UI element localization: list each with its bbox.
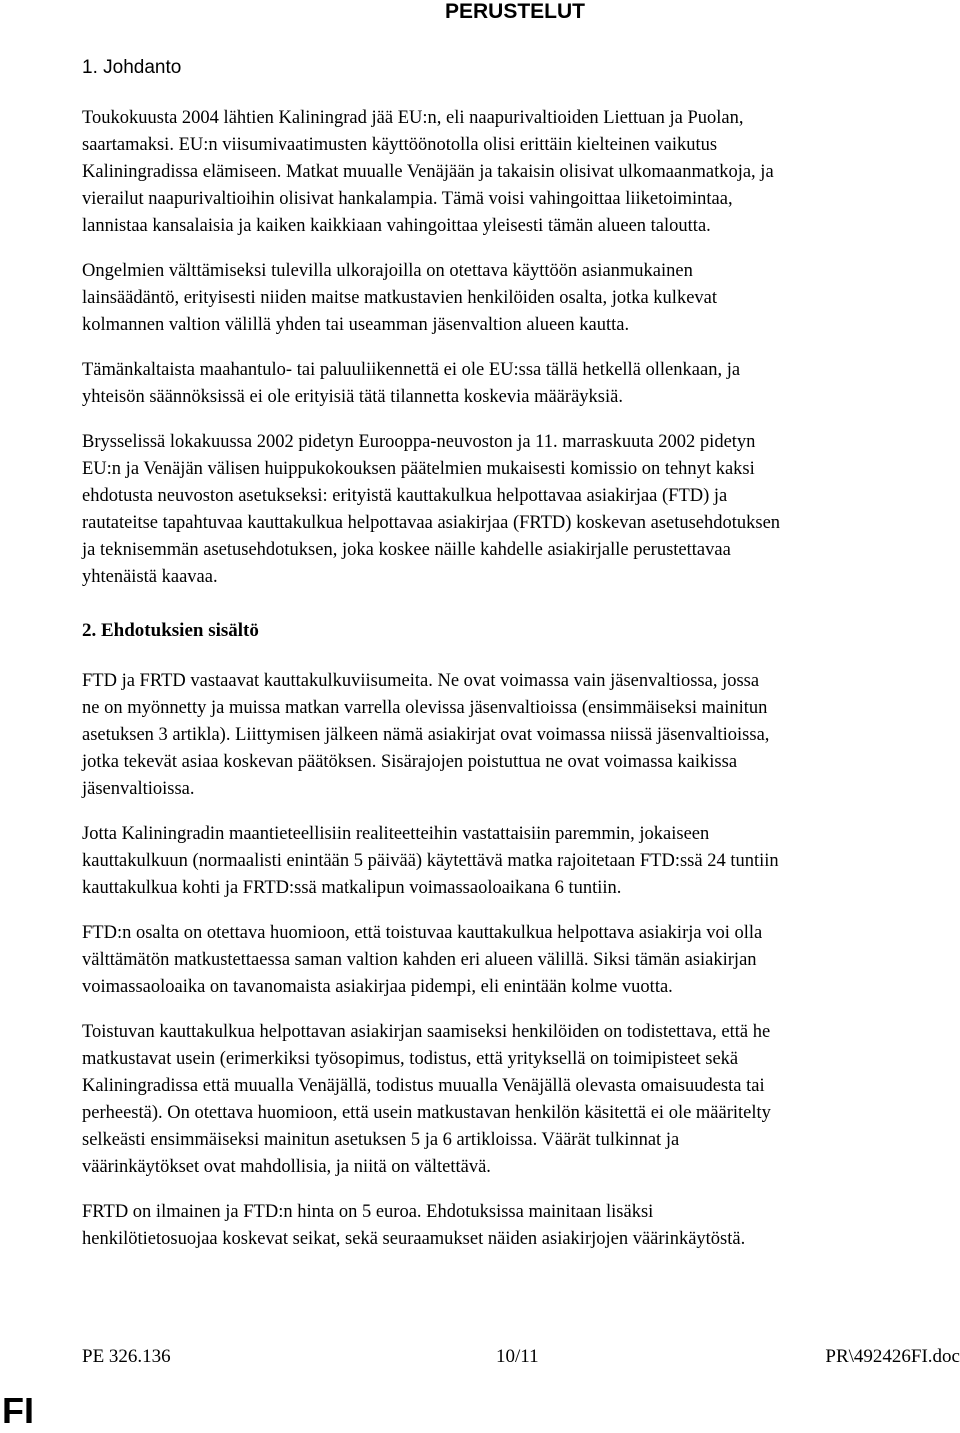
text-line: yhtenäistä kaavaa. (82, 567, 218, 587)
text-line: saartamaksi. EU:n viisumivaatimusten käyttöönotolla olisi erittäin kielteinen vaikutus (82, 135, 718, 155)
page-number: 10/11 (496, 1346, 539, 1367)
paragraph (82, 1019, 960, 1181)
text-line: matkustavat usein (erimerkiksi työsopimus, todistus, että yrityksellä on toimipisteet sekä (82, 1049, 739, 1069)
paragraph (82, 821, 960, 902)
text-line: ja teknisemmän asetusehdotuksen, joka koskee näille kahdelle asiakirjalle perustettavaa (82, 540, 731, 560)
text-line: ne on myönnetty ja muissa matkan varrella olevissa jäsenvaltioissa (ensimmäiseksi mainitun (82, 698, 768, 718)
document-reference: PE 326.136 (82, 1346, 171, 1367)
section-heading-johdanto: 1. Johdanto (82, 57, 182, 78)
language-code: FI (2, 1390, 34, 1431)
paragraph (82, 429, 960, 591)
text-line: Toukokuusta 2004 lähtien Kaliningrad jää EU:n, eli naapurivaltioiden Liettuan ja Puolan, (82, 108, 744, 128)
text-line: voimassaoloaika on tavanomaista asiakirjaa pidempi, eli enintään kolme vuotta. (82, 977, 673, 997)
file-name: PR\492426FI.doc (825, 1346, 960, 1367)
document-title: PERUSTELUT (445, 0, 586, 23)
page-footer (82, 1343, 960, 1371)
document-body (82, 55, 960, 1253)
text-line: rautateitse tapahtuvaa kauttakulkua helpottavaa asiakirjaa (FRTD) koskevan asetusehdotuksen (82, 513, 781, 533)
text-line: kauttakulkua kohti ja FRTD:ssä matkalipun voimassaoloaikana 6 tuntiin. (82, 878, 622, 898)
paragraph (82, 1199, 960, 1253)
text-line: perheestä). On otettava huomioon, että usein matkustavan henkilön käsitettä ei ole määritelty (82, 1103, 771, 1123)
paragraph (82, 357, 960, 411)
text-line: Tämänkaltaista maahantulo- tai paluuliikennettä ei ole EU:ssa tällä hetkellä ollenkaan, ja (82, 360, 741, 380)
paragraph (82, 920, 960, 1001)
text-line: Jotta Kaliningradin maantieteellisiin realiteetteihin vastattaisiin paremmin, jokaiseen (82, 824, 710, 844)
text-line: kolmannen valtion välillä yhden tai useamman jäsenvaltion alueen kautta. (82, 315, 630, 335)
text-line: väärinkäytökset ovat mahdollisia, ja niitä on vältettävä. (82, 1157, 491, 1177)
text-line-part: Kaliningradissa elämiseen. Matkat muualle Venäjään ja takaisin olisivat ulkomaanmatkoja, ja (82, 162, 774, 182)
text-line: vierailut naapurivaltioihin olisivat hankalampia. Tämä voisi vahingoittaa liiketoimintaa, (82, 189, 733, 209)
page-header (0, 0, 960, 28)
text-line: jotka tekevät asiaa koskevan päätöksen. Sisärajojen poistuttua ne ovat voimassa kaikissa (82, 752, 738, 772)
text-line: FTD:n osalta on otettava huomioon, että toistuvaa kauttakulkua helpottava asiakirja voi olla (82, 923, 763, 943)
text-line: FRTD on ilmainen ja FTD:n hinta on 5 euroa. Ehdotuksissa mainitaan lisäksi (82, 1202, 654, 1222)
text-line: jäsenvaltioissa. (82, 779, 195, 799)
section-heading-ehdotuksien-sisalto: 2. Ehdotuksien sisältö (82, 620, 259, 641)
text-line: yhteisön säännöksissä ei ole erityisiä tätä tilannetta koskevia määräyksiä. (82, 387, 623, 407)
paragraph (82, 258, 960, 339)
text-line: Kaliningradissa että muualla Venäjällä, todistus muualla Venäjällä olevasta omaisuudesta tai (82, 1076, 765, 1096)
text-line: Ongelmien välttämiseksi tulevilla ulkorajoilla on otettava käyttöön asianmukainen (82, 261, 693, 281)
text-line: Brysselissä lokakuussa 2002 pidetyn Eurooppa-neuvoston ja 11. marraskuuta 2002 pidetyn (82, 432, 756, 452)
text-line: välttämätön matkustettaessa saman valtion kahden eri alueen välillä. Siksi tämän asiakirjan (82, 950, 757, 970)
text-line: kauttakulkuun (normaalisti enintään 5 päivää) käytettävä matka rajoitetaan FTD:ssä 24 tuntiin (82, 851, 779, 871)
text-line: Toistuvan kauttakulkua helpottavan asiakirjan saamiseksi henkilöiden on todistettava, että he (82, 1022, 771, 1042)
text-line: asetuksen 3 artikla). Liittymisen jälkeen nämä asiakirjat ovat voimassa niissä jäsenvaltioissa, (82, 725, 770, 745)
paragraph (82, 105, 960, 240)
text-line: selkeästi ensimmäiseksi mainitun asetuksen 5 ja 6 artikloissa. Väärät tulkinnat ja (82, 1130, 680, 1150)
text-line: FTD ja FRTD vastaavat kauttakulkuviisumeita. Ne ovat voimassa vain jäsenvaltiossa, jossa (82, 671, 760, 691)
text-line: lannistaa kansalaisia ja kaiken kaikkiaan vahingoittaa yleisesti tämän alueen taloutta. (82, 216, 711, 236)
text-line: ehdotusta neuvoston asetukseksi: erityistä kauttakulkua helpottavaa asiakirjaa (FTD) ja (82, 486, 728, 506)
text-line: henkilötietosuojaa koskevat seikat, sekä seuraamukset näiden asiakirjojen väärinkäytöstä. (82, 1229, 746, 1249)
text-line: lainsäädäntö, erityisesti niiden maitse matkustavien henkilöiden osalta, jotka kulkevat (82, 288, 718, 308)
paragraph (82, 668, 960, 803)
text-line (82, 159, 960, 186)
text-line: EU:n ja Venäjän välisen huippukokouksen päätelmien mukaisesti komissio on tehnyt kaksi (82, 459, 755, 479)
